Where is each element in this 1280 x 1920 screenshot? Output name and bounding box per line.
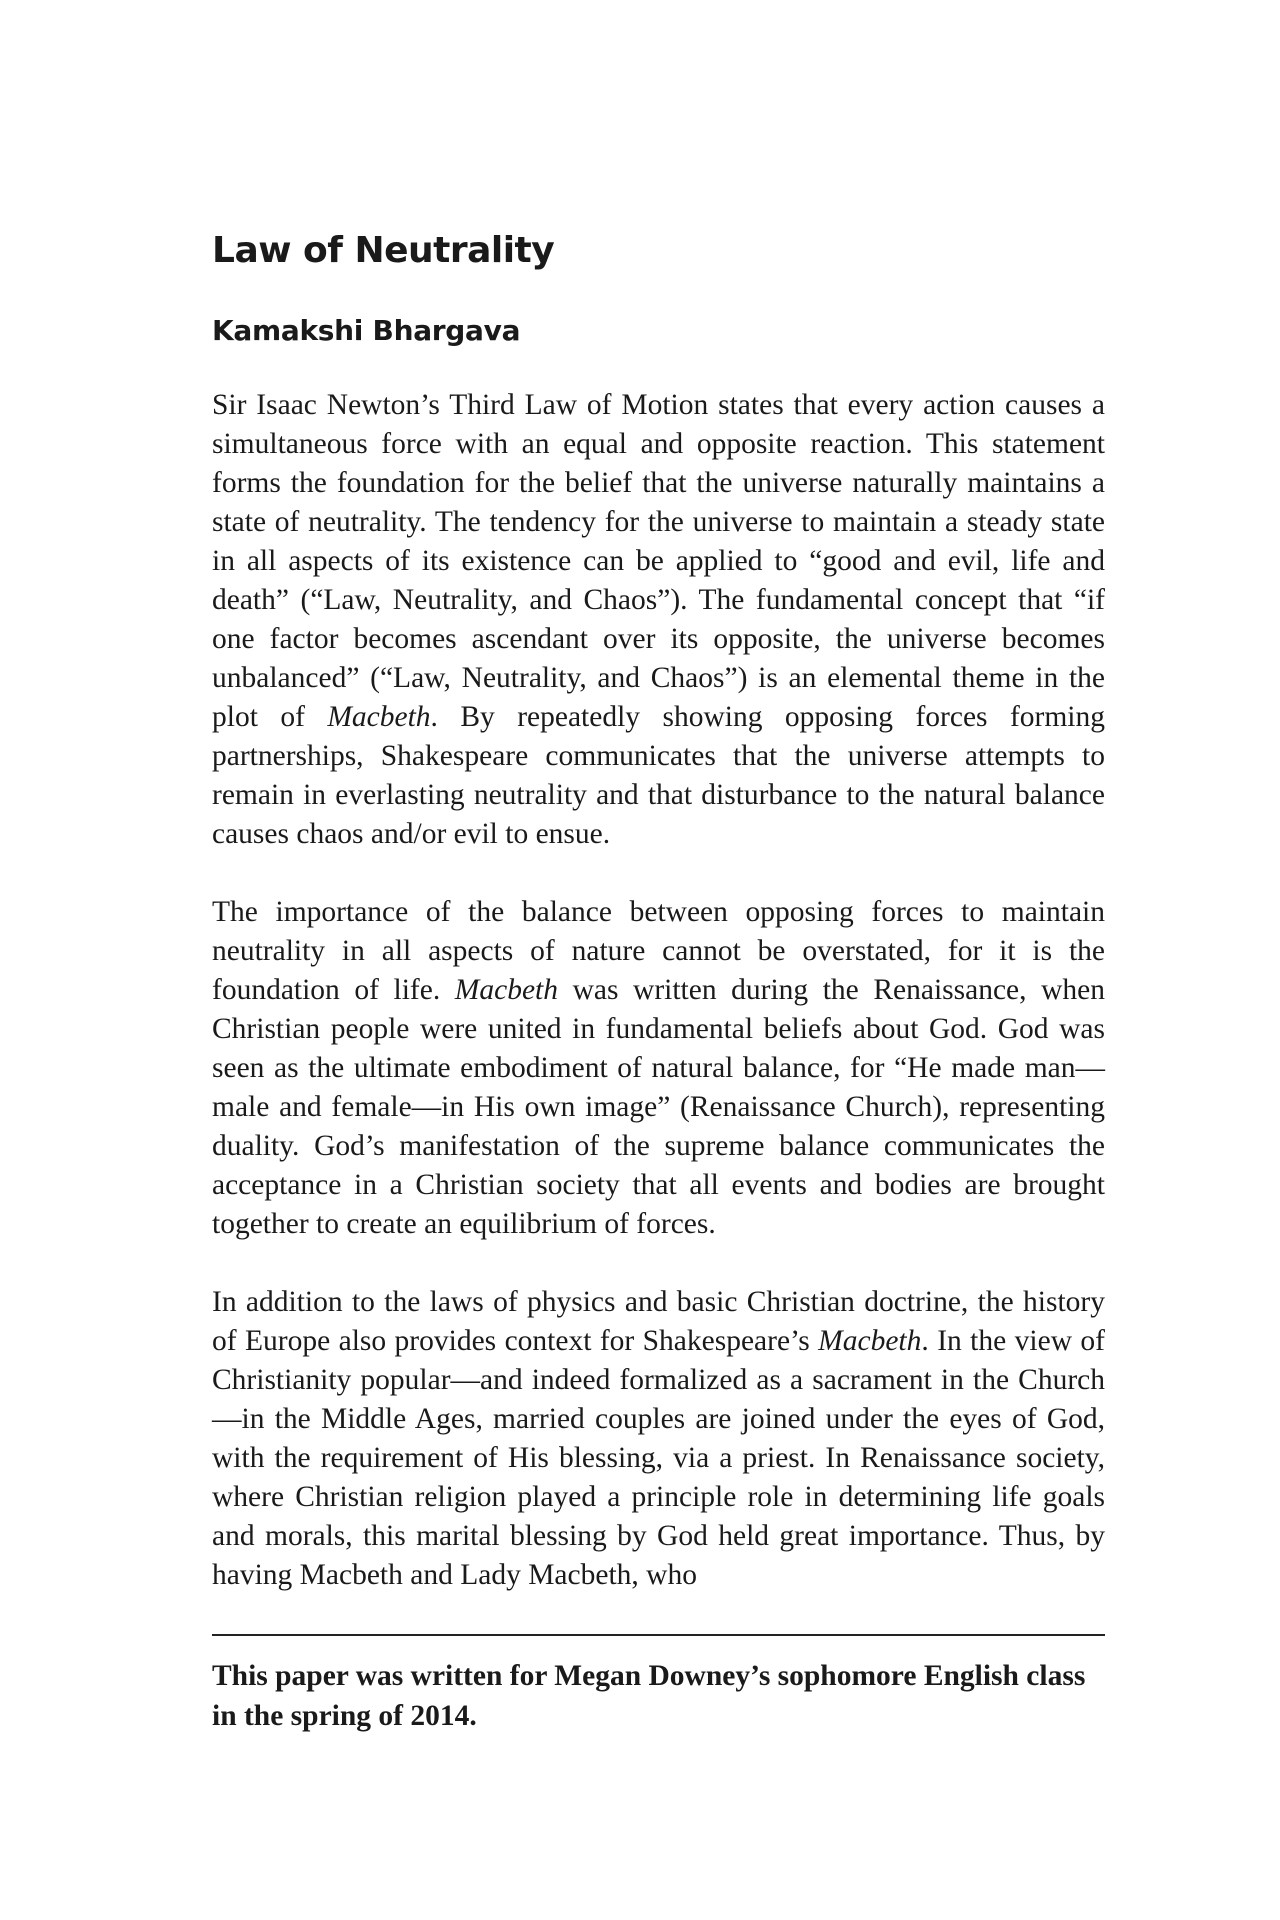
paragraph-3-text-b: . In the view of Christianity popular—and indeed formalized as a sacrament in the Church—in the Middle Ages, married couples are joined under the eyes of God, with the requirement of His blessing, via a priest. In Renaissance society, where Christian religion played a principle role in determining life goals and morals, this marital blessing by God held great importance. Thus, by having Macbeth and Lady Macbeth, who bbox=[212, 1325, 1105, 1591]
paragraph-1-text-a: Sir Isaac Newton’s Third Law of Motion states that every action causes a simultaneous force with an equal and opposite reaction. This statement forms the foundation for the belief that the universe naturally maintains a state of neutrality. The tendency for the universe to maintain a steady state in all aspects of its existence can be applied to “good and evil, life and death” (“Law, Neutrality, and Chaos”). The fundamental concept that “if one factor becomes ascendant over its opposite, the universe becomes unbalanced” (“Law, Neutrality, and Chaos”) is an elemental theme in the plot of bbox=[212, 389, 1105, 733]
paragraph-1 bbox=[212, 386, 1105, 854]
paragraph-3 bbox=[212, 1283, 1105, 1595]
paragraph-2-text-a: The importance of the balance between opposing forces to maintain neutrality in all aspects of nature cannot be overstated, for it is the foundation of life. bbox=[212, 896, 1105, 1006]
footnote-divider bbox=[212, 1634, 1105, 1636]
paragraph-3-title-ref: Macbeth bbox=[818, 1325, 922, 1357]
paragraph-2-title-ref: Macbeth bbox=[454, 974, 558, 1006]
footnote: This paper was written for Megan Downey’s sophomore English class in the spring of 2014. bbox=[212, 1660, 1086, 1732]
article-author: Kamakshi Bhargava bbox=[212, 314, 521, 347]
article bbox=[212, 228, 1105, 1736]
paragraph-2-text-b: was written during the Renaissance, when Christian people were united in fundamental beliefs about God. God was seen as the ultimate embodiment of natural balance, for “He made man—male and female—in His own image” (Renaissance Church), representing duality. God’s manifestation of the supreme balance communicates the acceptance in a Christian society that all events and bodies are brought together to create an equilibrium of forces. bbox=[212, 974, 1105, 1240]
article-title: Law of Neutrality bbox=[212, 230, 555, 271]
paragraph-1-title-ref: Macbeth bbox=[327, 701, 431, 733]
paragraph-3-text-a: In addition to the laws of physics and basic Christian doctrine, the history of Europe also provides context for Shakespeare’s bbox=[212, 1286, 1105, 1357]
paragraph-1-text-b: . By repeatedly showing opposing forces forming partnerships, Shakespeare communicates that the universe attempts to remain in everlasting neutrality and that disturbance to the natural balance causes chaos and/or evil to ensue. bbox=[212, 701, 1106, 850]
paragraph-2 bbox=[212, 893, 1105, 1244]
